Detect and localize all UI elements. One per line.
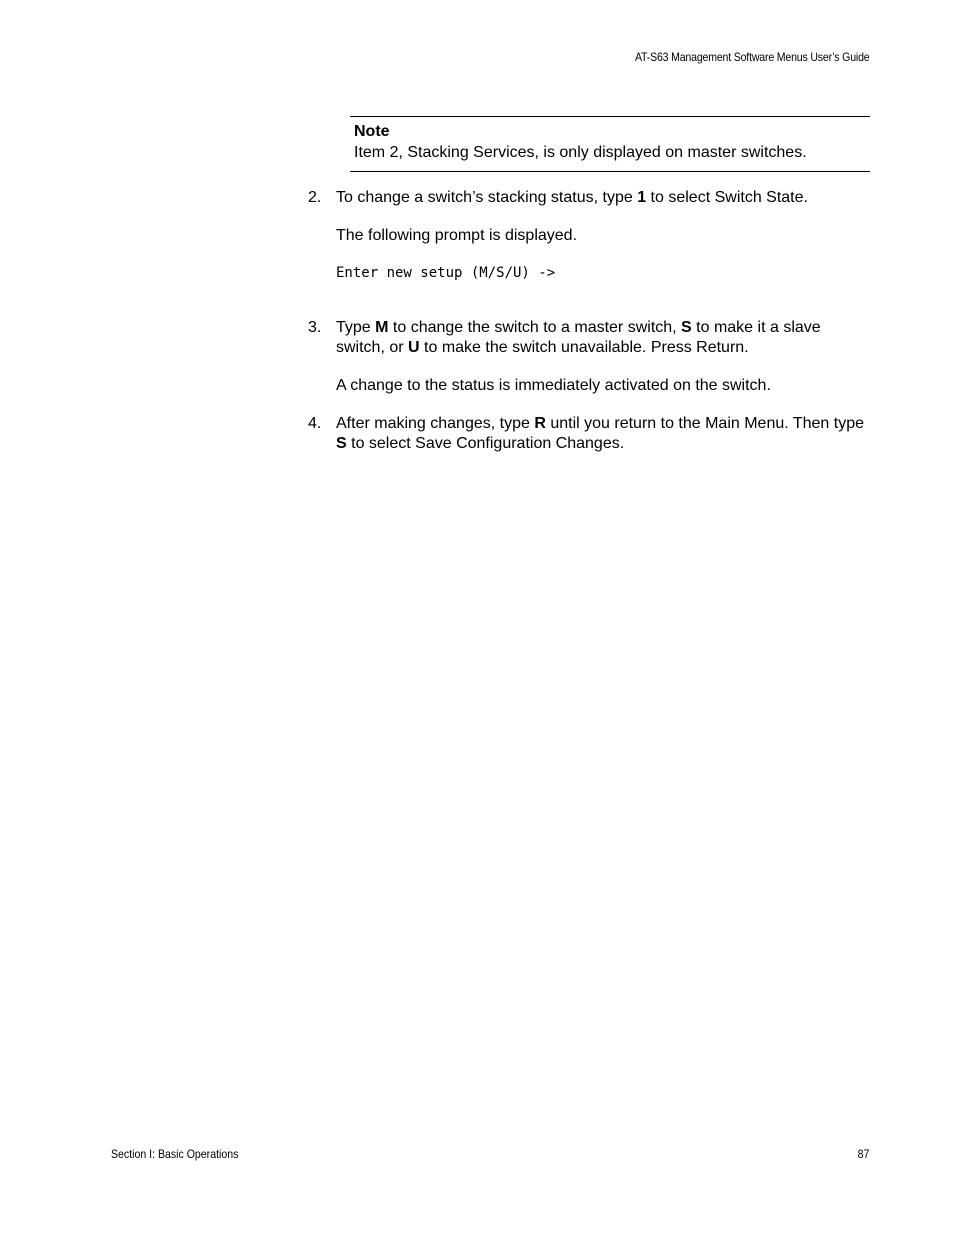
key-name: R [534,415,546,432]
text-run: until you return to the Main Menu. Then type [545,415,864,432]
note-title: Note [354,123,390,140]
text-run: Type [336,319,376,336]
step-number: 2. [308,189,322,206]
step-number: 4. [308,415,322,432]
step-body [336,318,873,396]
step-followup: A change to the status is immediately activated on the switch. [336,377,771,394]
step-instruction [336,188,873,208]
step-followup: The following prompt is displayed. [336,227,578,244]
step-body [336,414,873,454]
text-run: to change the switch to a master switch, [388,319,682,336]
step-instruction [336,414,873,454]
text-run: To change a switch’s stacking status, type [336,189,638,206]
step-instruction [336,318,873,358]
running-header: AT-S63 Management Software Menus User’s Guide [634,50,869,64]
note-box [350,116,870,172]
text-run: After making changes, type [336,415,535,432]
text-run: to make it a slave switch, or [336,319,821,356]
note-text: Item 2, Stacking Services, is only displayed on master switches. [354,144,807,161]
step-4 [308,414,873,454]
step-3 [308,318,873,396]
key-name: M [375,319,389,336]
step-2 [308,188,873,300]
procedure-steps [308,188,873,472]
key-name: S [336,435,347,452]
text-run: to select Switch State. [646,189,808,206]
step-body [336,188,873,300]
text-run: to select Save Configuration Changes. [346,435,625,452]
command-prompt-code: Enter new setup (M/S/U) -> [336,265,556,281]
footer-page-number: 87 [857,1147,869,1161]
footer-section: Section I: Basic Operations [111,1147,239,1161]
key-name: S [681,319,692,336]
key-name: U [408,339,420,356]
step-number: 3. [308,319,322,336]
key-name: 1 [637,189,647,206]
text-run: to make the switch unavailable. Press Return. [419,339,749,356]
